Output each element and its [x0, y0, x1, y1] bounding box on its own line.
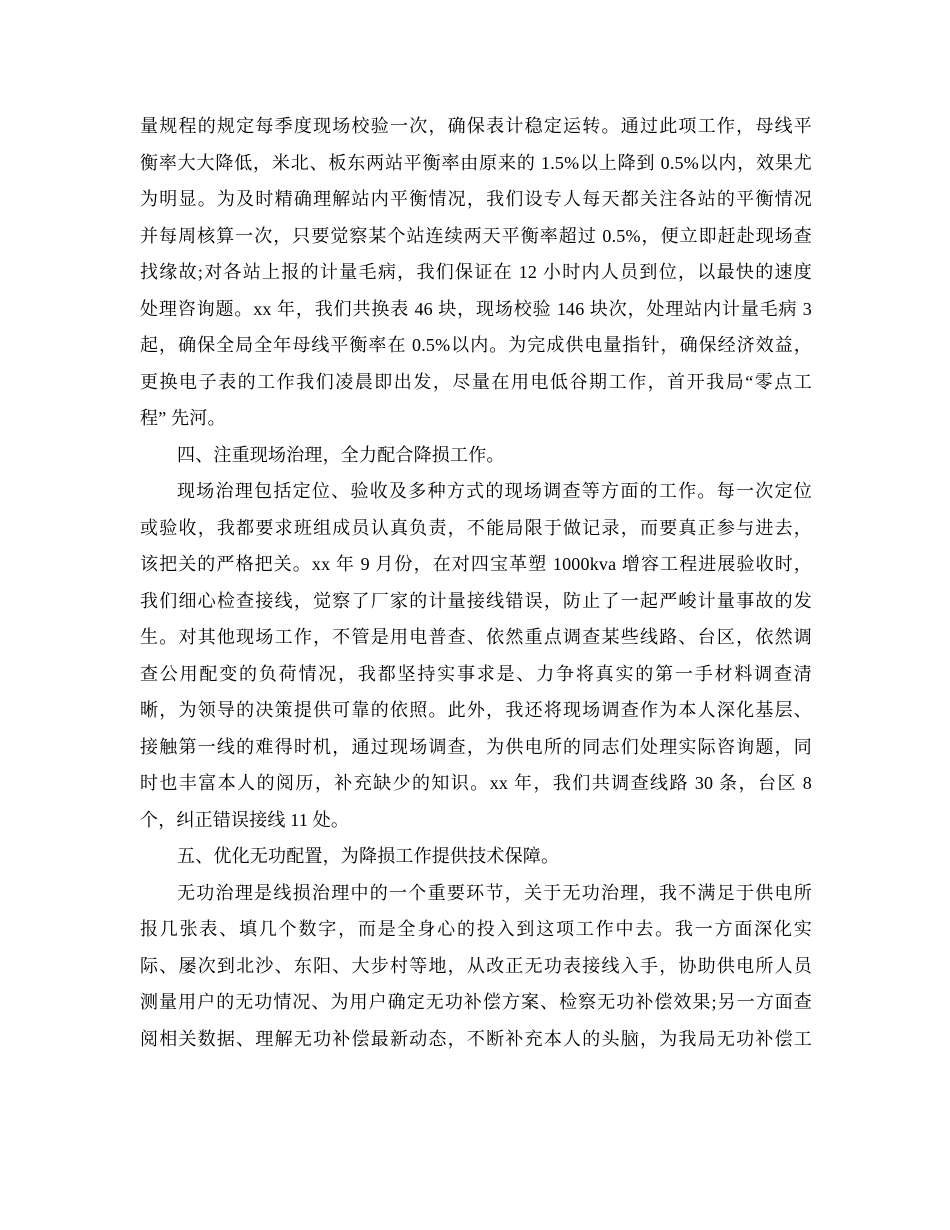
text-line: 为明显。为及时精确理解站内平衡情况，我们设专人每天都关注各站的平衡情况: [140, 189, 812, 209]
text-line: 处理咨询题。xx 年，我们共换表 46 块，现场校验 146 块次，处理站内计量毛病 3: [140, 298, 812, 319]
text-line: 我们细心检查接线，觉察了厂家的计量接线错误，防止了一起严峻计量事故的发: [140, 590, 812, 611]
text-line: 或验收，我都要求班组成员认真负责，不能局限于做记录，而要真正参与进去，: [140, 517, 812, 538]
text-line: 时也丰富本人的阅历，补充缺少的知识。xx 年，我们共调查线路 30 条，台区 8: [140, 773, 812, 793]
text-line: 个，纠正错误接线 11 处。: [140, 809, 350, 830]
text-line: 程” 先河。: [140, 408, 226, 428]
text-line: 阅相关数据、理解无功补偿最新动态，不断补充本人的头脑，为我局无功补偿工: [140, 1028, 812, 1049]
section-heading: 五、优化无功配置，为降损工作提供技术保障。: [177, 846, 560, 866]
document-text-block: [140, 108, 812, 1057]
text-line: 报几张表、填几个数字，而是全身心的投入到这项工作中去。我一方面深化实: [140, 919, 812, 939]
text-line: 接触第一线的难得时机，通过现场调查，为供电所的同志们处理实际咨询题，同: [140, 736, 812, 757]
text-line: 衡率大大降低，米北、板东两站平衡率由原来的 1.5%以上降到 0.5%以内，效果尤: [140, 152, 812, 173]
text-line: 际、屡次到北沙、东阳、大步村等地，从改正无功表接线入手，协助供电所人员: [140, 955, 812, 976]
text-line: 起，确保全局全年母线平衡率在 0.5%以内。为完成供电量指针，确保经济效益，: [140, 335, 812, 355]
text-line: 查公用配变的负荷情况，我都坚持实事求是、力争将真实的第一手材料调查清: [140, 663, 812, 684]
text-line: 并每周核算一次，只要觉察某个站连续两天平衡率超过 0.5%，便立即赶赴现场查: [140, 225, 812, 246]
text-line: 测量用户的无功情况、为用户确定无功补偿方案、检察无功补偿效果;另一方面查: [140, 992, 812, 1012]
text-line: 现场治理包括定位、验收及多种方式的现场调查等方面的工作。每一次定位: [177, 481, 812, 501]
text-line: 量规程的规定每季度现场校验一次，确保表计稳定运转。通过此项工作，母线平: [140, 116, 812, 136]
text-line: 生。对其他现场工作，不管是用电普查、依然重点调查某些线路、台区，依然调: [140, 627, 812, 647]
text-line: 无功治理是线损治理中的一个重要环节，关于无功治理，我不满足于供电所: [177, 882, 812, 903]
section-heading: 四、注重现场治理，全力配合降损工作。: [177, 444, 505, 465]
text-line: 晰，为领导的决策提供可靠的依照。此外，我还将现场调查作为本人深化基层、: [140, 700, 812, 720]
text-line: 找缘故;对各站上报的计量毛病，我们保证在 12 小时内人员到位，以最快的速度: [140, 262, 812, 282]
text-line: 该把关的严格把关。xx 年 9 月份，在对四宝革塑 1000kva 增容工程进展验收时，: [140, 554, 812, 574]
text-line: 更换电子表的工作我们凌晨即出发，尽量在用电低谷期工作，首开我局“零点工: [140, 371, 812, 392]
